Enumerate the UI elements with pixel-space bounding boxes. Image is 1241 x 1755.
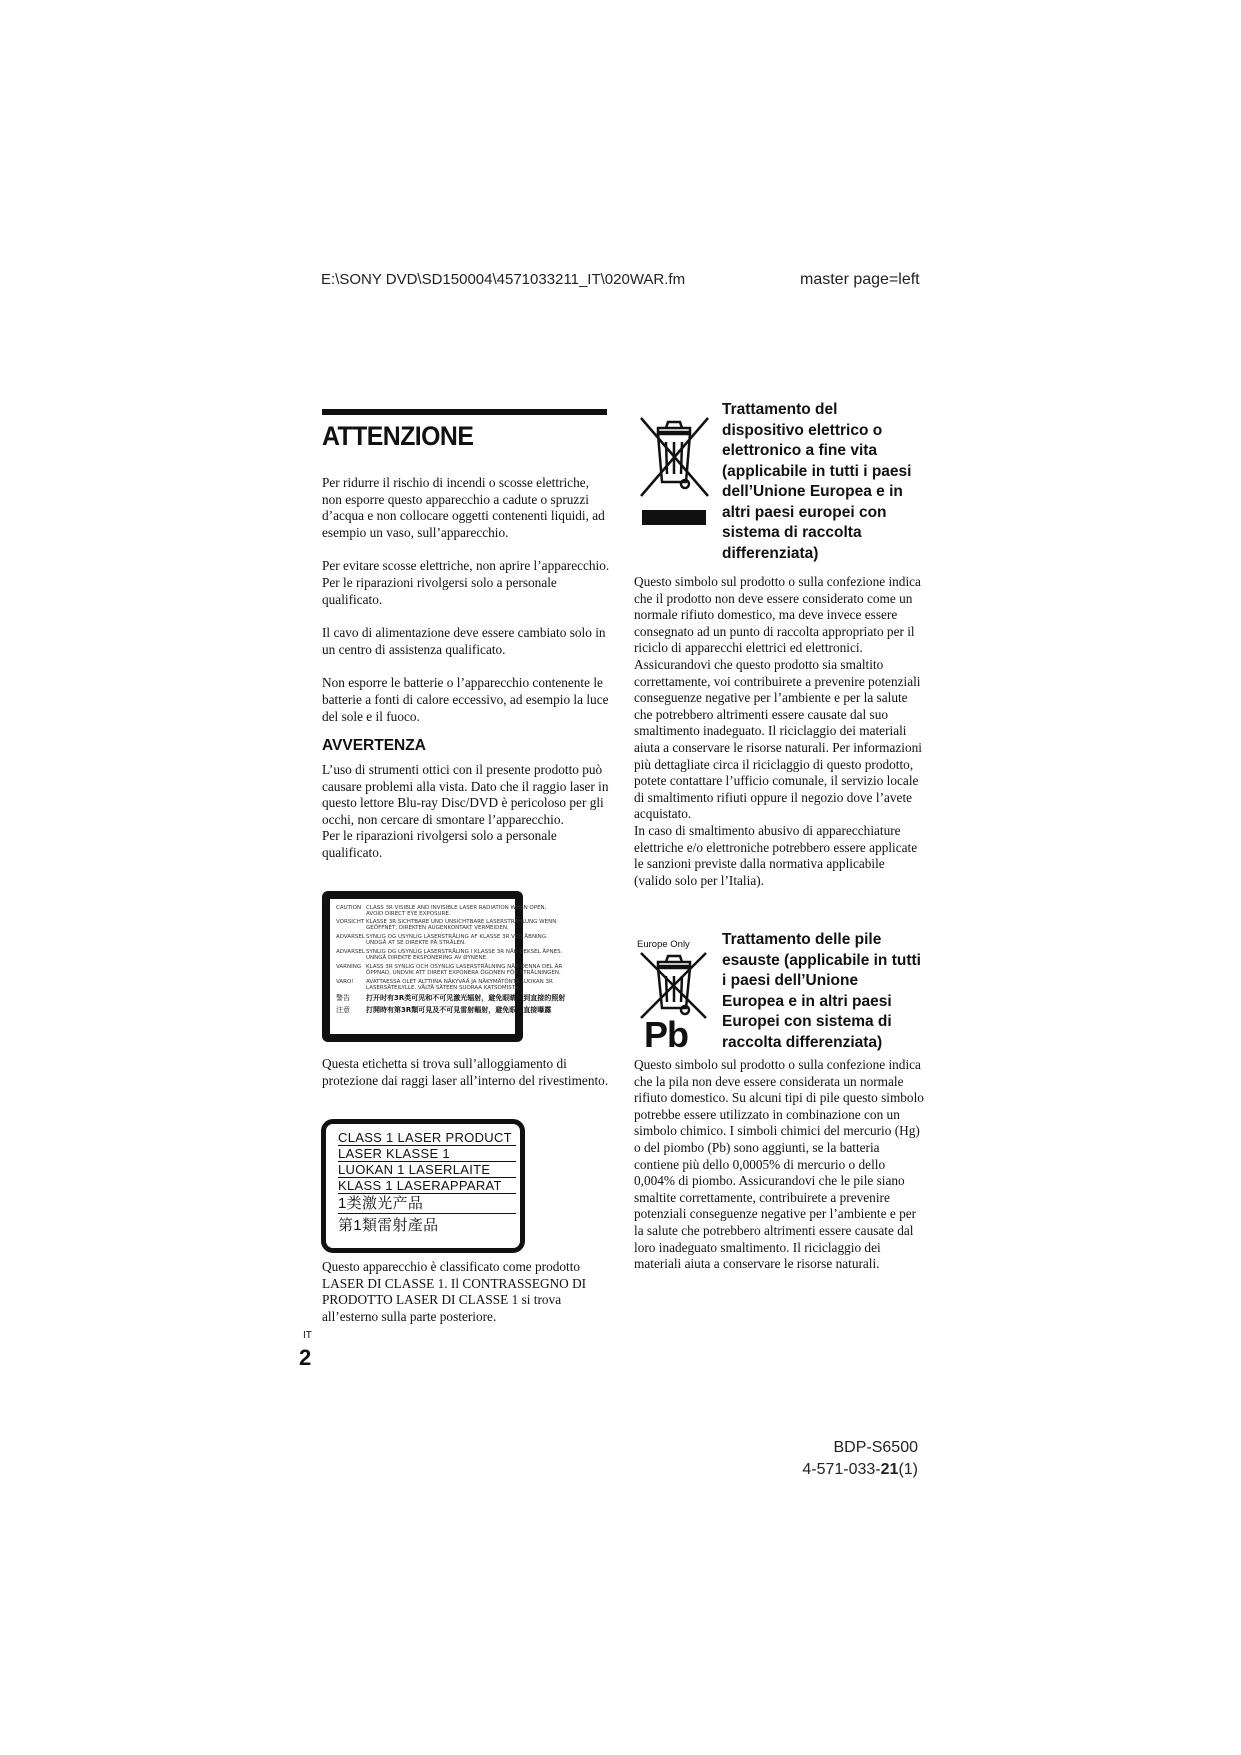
title-rule xyxy=(322,409,607,415)
battery-heading: Trattamento delle pile esauste (applicabile in tutti i paesi dell’Unione Europea e in altri paesi Europei con sistema di raccolta differenziata) xyxy=(722,931,921,1051)
part-code-suffix: (1) xyxy=(898,1461,918,1478)
warning-row: VARNING KLASS 3R SYNLIG OCH OSYNLIG LASERSTRÅLNING NÄR DENNA DEL ÄR xyxy=(336,964,563,970)
warning-row: VORSICHT KLASSE 3R SICHTBARE UND UNSICHTBARE LASERSTRAHLUNG WENN xyxy=(336,919,557,925)
battery-text: Questo simbolo sul prodotto o sulla confezione indica che la pila non deve essere considerata un normale rifiuto domestico. Su alcuni tipi di pile questo simbolo potrebbe essere utilizzato in combinazione con un simbolo chimico. I simboli chimici del mercurio (Hg) o del piombo (Pb) sono aggiunti, se la batteria contiene più dello 0,0005% di mercurio o dello 0,004% di piombo. Assicurandovi che le pile siano smaltite correttamente, contribuirete a prevenire potenziali conseguenze negative per l’ambiente e per la salute che potrebbero altrimenti essere causate dal loro inadeguato smaltimento. Il riciclaggio dei materiali aiuta a conservare le risorse naturali. xyxy=(634,1057,924,1272)
part-code xyxy=(700,1461,918,1479)
crossed-bin-icon xyxy=(636,414,712,526)
warning-label-inner xyxy=(330,899,566,1034)
warning-row: ÖPPNAD, UNDVIK ATT DIREKT EXPONERA ÖGONEN FÖR STRÅLNINGEN. xyxy=(366,970,561,976)
class-text: Questo apparecchio è classificato come prodotto LASER DI CLASSE 1. Il CONTRASSEGNO DI PRODOTTO LASER DI CLASSE 1 si trova all’esterno sulla parte posteriore. xyxy=(322,1259,587,1324)
warning-row: VARO! AVATTAESSA OLET ALTTIINA NÄKYVÄÄ JA NÄKYMÄTÖNTÄ LUOKAN 3R xyxy=(336,979,553,985)
battery-bin-icon xyxy=(636,950,712,1020)
warning-row: UNNGÅ DIREKTE EKSPONERING AV ØYNENE. xyxy=(366,955,488,961)
model-number: BDP-S6500 xyxy=(833,1439,918,1456)
paragraph: In caso di smaltimento abusivo di apparecchiature elettriche e/o elettroniche potrebbero essere applicate le sanzioni previste dalla normativa applicabile (valido solo per l’Italia). xyxy=(634,822,918,888)
paragraph: Non esporre le batterie o l’apparecchio contenente le batterie a fonti di calore eccessivo, ad esempio la luce del sole e il fuoco. xyxy=(322,675,609,724)
part-code-bold: 21 xyxy=(880,1461,899,1478)
file-path: E:\SONY DVD\SD150004\4571033211_IT\020WAR.fm xyxy=(321,271,686,288)
europe-only-label: Europe Only xyxy=(637,939,690,950)
warning-row: UNDGÅ AT SE DIREKTE PÅ STRÅLEN. xyxy=(366,940,466,946)
avvertenza-heading: AVVERTENZA xyxy=(322,737,426,754)
laser-label-line: CLASS 1 LASER PRODUCT xyxy=(338,1130,516,1146)
paragraph: Il cavo di alimentazione deve essere cambiato solo in un centro di assistenza qualificato. xyxy=(322,625,606,657)
warning-row: CAUTION CLASS 3R VISIBLE AND INVISIBLE LASER RADIATION WHEN OPEN, xyxy=(336,905,547,911)
page-lang: IT xyxy=(303,1330,312,1341)
pb-symbol: Pb xyxy=(644,1014,689,1055)
laser-label-line: KLASS 1 LASERAPPARAT xyxy=(338,1178,516,1194)
laser-label-line: 1类激光产品 xyxy=(338,1194,516,1214)
warning-row-cjk: 注意 打開時有第3R類可見及不可見雷射輻射，避免眼睛直接曝露 xyxy=(336,1006,552,1014)
page-title: ATTENZIONE xyxy=(322,421,474,451)
page-number: 2 xyxy=(299,1345,312,1370)
laser-label-line: 第1類雷射產品 xyxy=(338,1217,439,1234)
paragraph: Per ridurre il rischio di incendi o scosse elettriche, non esporre questo apparecchio a cadute o spruzzi d’acqua e non collocare oggetti contenenti liquidi, ad esempio un vaso, sull’apparecchio. xyxy=(322,475,605,540)
part-code-prefix: 4-571-033- xyxy=(802,1461,881,1478)
paragraph: L’uso di strumenti ottici con il presente prodotto può causare problemi alla vista. Dato che il raggio laser in questo lettore Blu-ray Disc/DVD è pericoloso per gli occhi, non cercare di smontare l’apparecchio. xyxy=(322,762,609,827)
class1-laser-label xyxy=(321,1119,525,1253)
laser-label-line: LUOKAN 1 LASERLAITE xyxy=(338,1162,516,1178)
attenzione-text xyxy=(322,475,610,725)
weee-heading: Trattamento del dispositivo elettrico o elettronico a fine vita (applicabile in tutti i paesi dell’Unione Europea e in altri paesi europei con sistema di raccolta differenziata) xyxy=(722,401,912,562)
avvertenza-text xyxy=(322,762,610,862)
warning-row: AVOID DIRECT EYE EXPOSURE. xyxy=(366,911,451,917)
warning-row: ADVARSELSYNLIG OG USYNLIG LASERSTRÅLING AF KLASSE 3R VED ÅBNING. xyxy=(336,934,548,940)
warning-row: ADVARSELSYNLIG OG USYNLIG LASERSTRÅLING I KLASSE 3R NÅR DEKSEL ÅPNES. xyxy=(336,949,563,955)
paragraph: Per evitare scosse elettriche, non aprire l’apparecchio. Per le riparazioni rivolgersi solo a personale qualificato. xyxy=(322,558,610,607)
laser-warning-label xyxy=(322,891,566,1042)
laser-label-line: LASER KLASSE 1 xyxy=(338,1146,516,1162)
master-page-label: master page=left xyxy=(800,271,920,288)
label-caption: Questa etichetta si trova sull’alloggiamento di protezione dai raggi laser all’interno del rivestimento. xyxy=(322,1056,609,1088)
warning-row: GEÖFFNET, DIREKTEN AUGENKONTAKT VERMEIDEN. xyxy=(366,925,509,931)
paragraph: Per le riparazioni rivolgersi solo a personale qualificato. xyxy=(322,828,557,860)
warning-row-cjk: 警告 打开时有3R类可见和不可见激光辐射，避免眼睛受到直接的照射 xyxy=(336,994,566,1002)
weee-text xyxy=(634,574,924,889)
warning-row: LASERSÄTEILYLLE. VÄLTÄ SÄTEEN SUORAA KATSOMISTA. xyxy=(366,985,521,991)
paragraph: Questo simbolo sul prodotto o sulla confezione indica che il prodotto non deve essere considerato come un normale rifiuto domestico, ma deve invece essere consegnato ad un punto di raccolta appropriato per il riciclo di apparecchi elettrici ed elettronici. Assicurandovi che questo prodotto sia smaltito correttamente, voi contribuirete a prevenire potenziali conseguenze negative per l’ambiente e per la salute che potrebbero altrimenti essere causate dal suo smaltimento inadeguato. Il riciclaggio dei materiali aiuta a conservare le risorse naturali. Per informazioni più dettagliate circa il riciclaggio di questo prodotto, potete contattare l’ufficio comunale, il servizio locale di smaltimento rifiuti oppure il negozio dove l’avete acquistato. xyxy=(634,574,922,822)
